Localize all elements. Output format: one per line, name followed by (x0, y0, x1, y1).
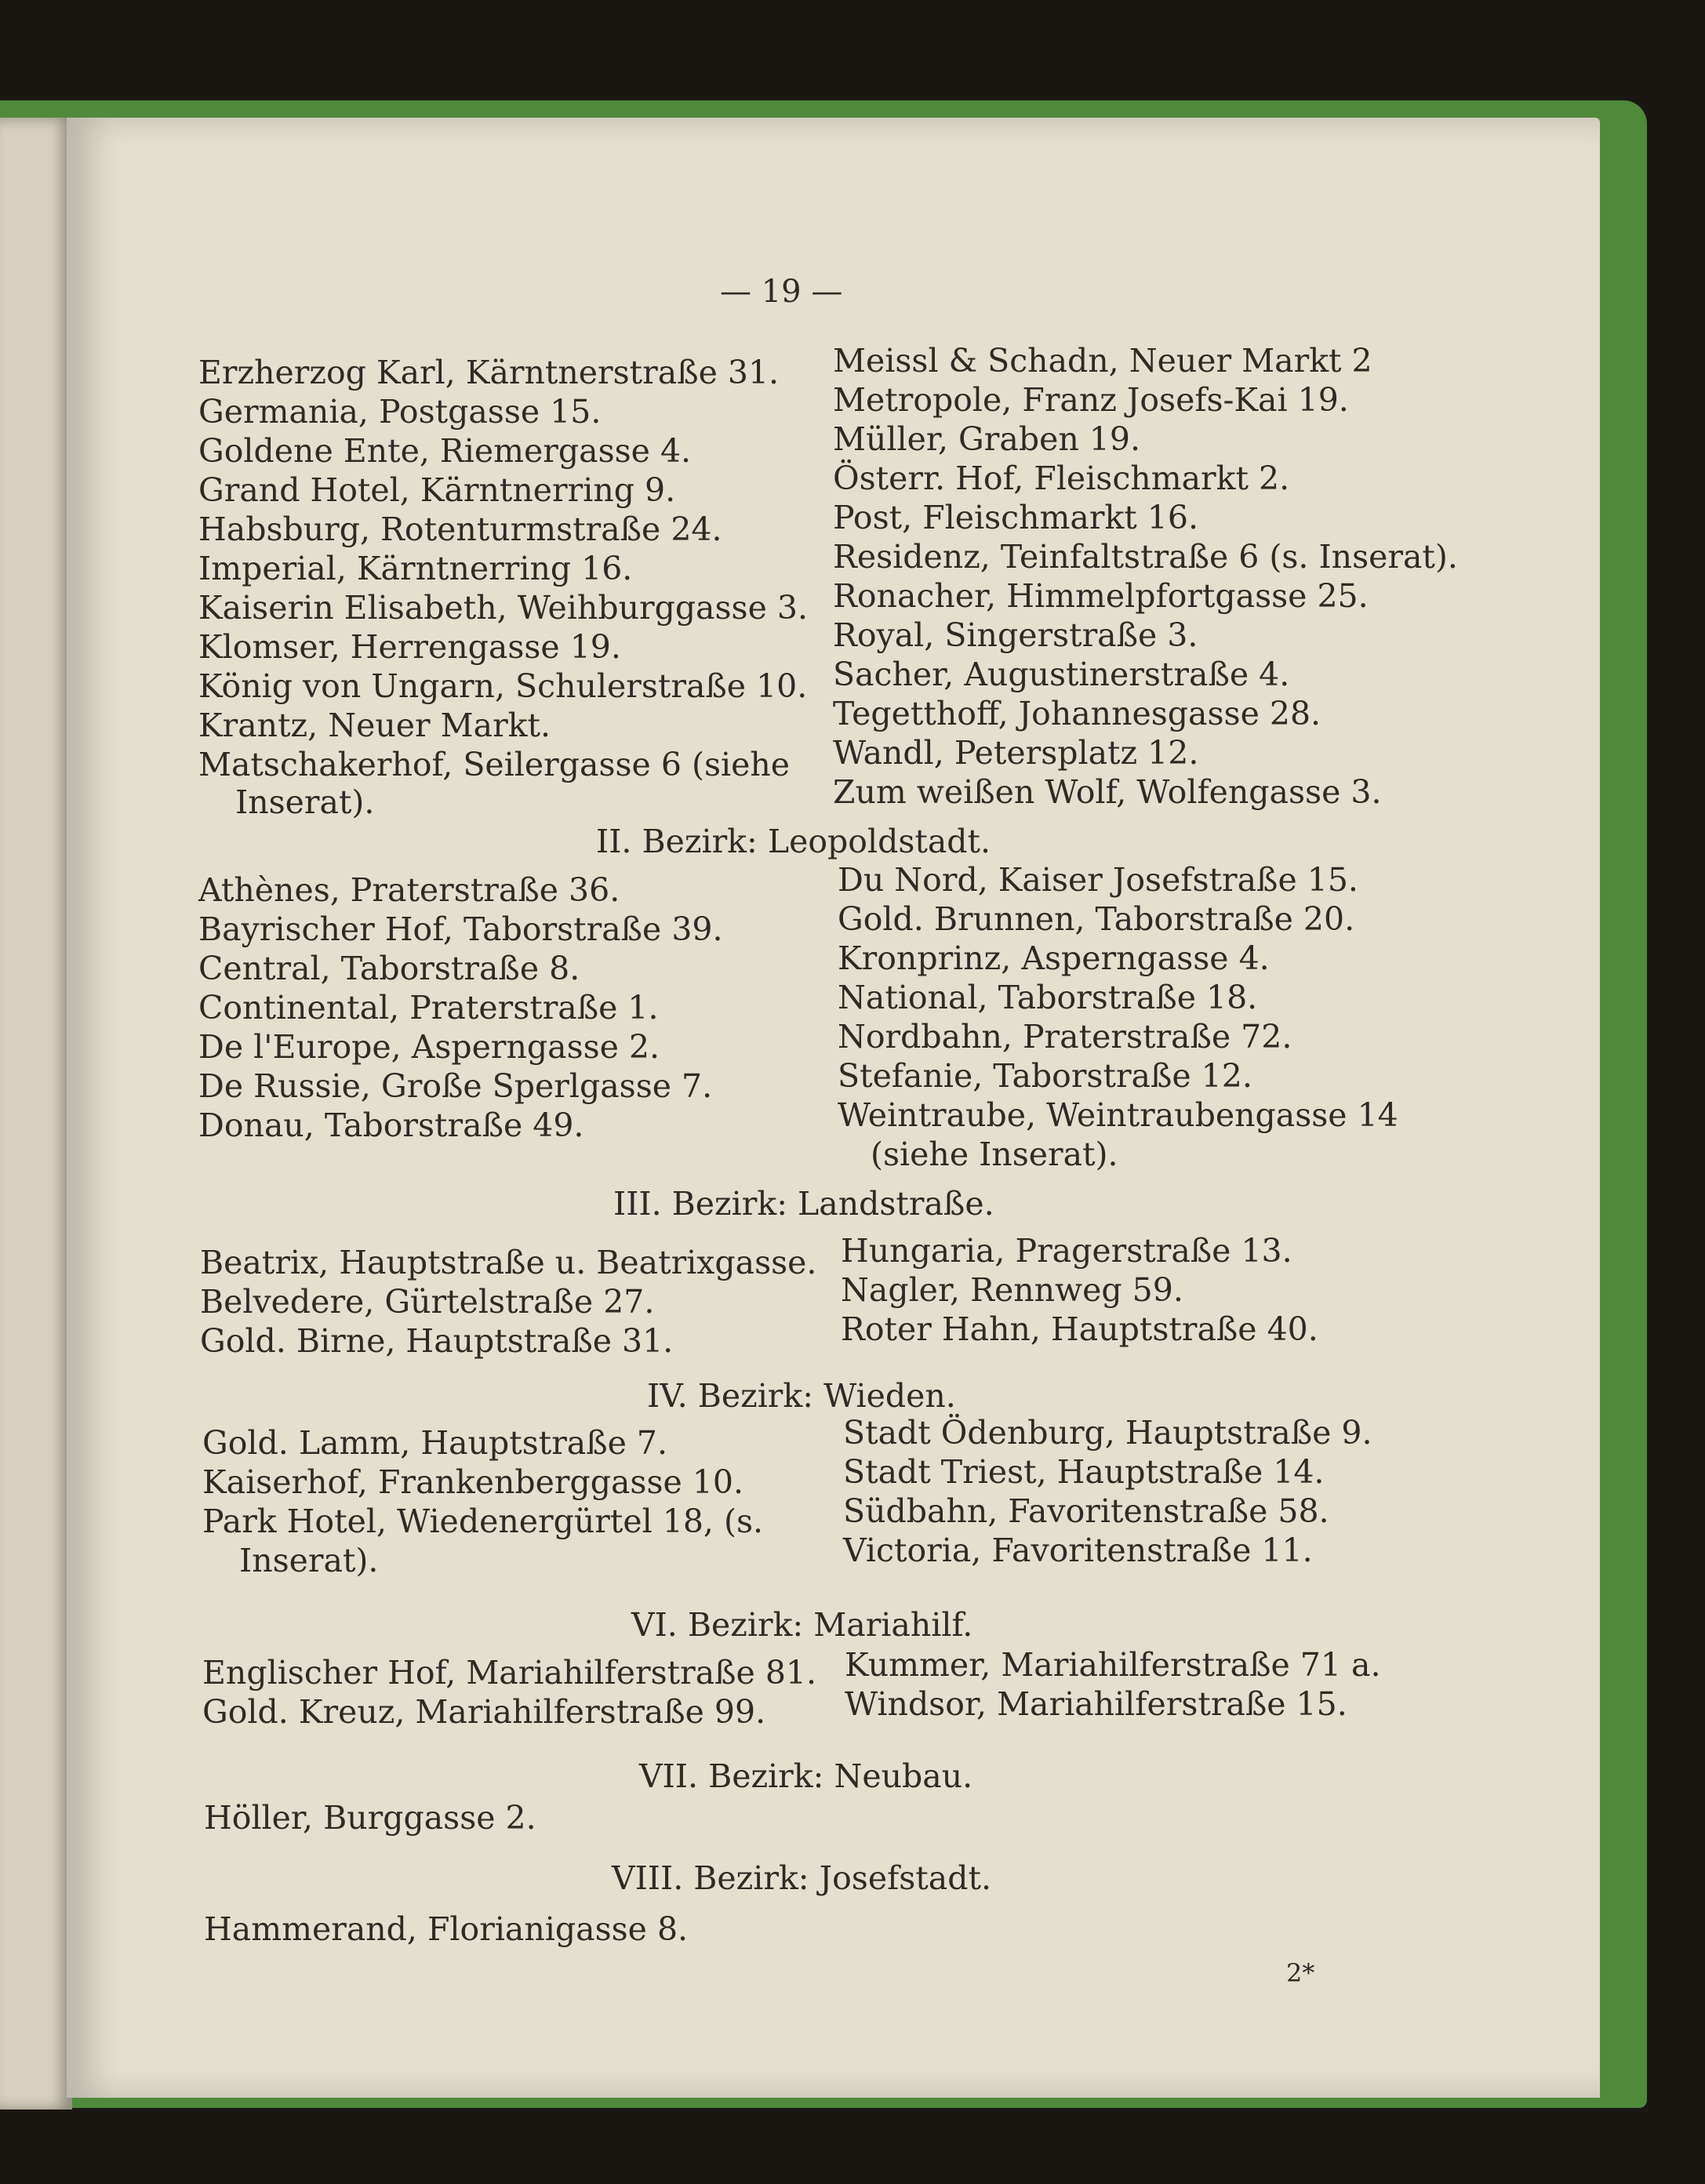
hotel-entry: Kaiserin Elisabeth, Weihburggasse 3. (198, 589, 808, 627)
hotel-entry: Metropole, Franz Josefs-Kai 19. (833, 381, 1349, 419)
hotel-entry: Weintraube, Weintraubengasse 14 (838, 1096, 1398, 1134)
hotel-entry: Erzherzog Karl, Kärntnerstraße 31. (198, 354, 780, 391)
district-heading: VII. Bezirk: Neubau. (639, 1757, 973, 1795)
hotel-entry: Du Nord, Kaiser Josefstraße 15. (838, 861, 1358, 899)
hotel-entry: Gold. Kreuz, Mariahilferstraße 99. (202, 1693, 766, 1731)
hotel-entry: Park Hotel, Wiedenergürtel 18, (s. (202, 1503, 764, 1540)
hotel-entry: Belvedere, Gürtelstraße 27. (200, 1283, 655, 1321)
hotel-entry: Nordbahn, Praterstraße 72. (838, 1018, 1292, 1056)
hotel-entry: Beatrix, Hauptstraße u. Beatrixgasse. (200, 1244, 817, 1281)
hotel-entry: Kummer, Mariahilferstraße 71 a. (845, 1646, 1381, 1684)
hotel-entry-continuation: Inserat). (235, 783, 375, 821)
hotel-entry: Kaiserhof, Frankenberggasse 10. (202, 1463, 743, 1501)
hotel-entry: Südbahn, Favoritenstraße 58. (843, 1492, 1329, 1530)
hotel-entry: Zum weißen Wolf, Wolfengasse 3. (833, 773, 1382, 811)
hotel-entry: König von Ungarn, Schulerstraße 10. (198, 667, 808, 705)
district-heading: VI. Bezirk: Mariahilf. (631, 1606, 973, 1644)
hotel-entry: Bayrischer Hof, Taborstraße 39. (198, 910, 723, 948)
district-heading: IV. Bezirk: Wieden. (647, 1377, 956, 1415)
hotel-entry: Hammerand, Florianigasse 8. (204, 1910, 689, 1948)
district-heading: III. Bezirk: Landstraße. (613, 1185, 994, 1223)
hotel-entry: Habsburg, Rotenturmstraße 24. (198, 511, 722, 548)
signature-mark: 2* (1286, 1958, 1315, 1988)
hotel-entry: Gold. Birne, Hauptstraße 31. (200, 1322, 674, 1360)
hotel-entry: Central, Taborstraße 8. (198, 950, 580, 987)
district-heading: VIII. Bezirk: Josefstadt. (612, 1859, 991, 1897)
hotel-entry: Ronacher, Himmelpfortgasse 25. (833, 577, 1369, 615)
hotel-entry: Post, Fleischmarkt 16. (833, 499, 1199, 536)
hotel-entry: Roter Hahn, Hauptstraße 40. (841, 1310, 1318, 1348)
hotel-entry: Gold. Lamm, Hauptstraße 7. (202, 1424, 668, 1462)
hotel-entry: Klomser, Herrengasse 19. (198, 628, 621, 666)
hotel-entry: Matschakerhof, Seilergasse 6 (siehe (198, 746, 791, 783)
hotel-entry: Meissl & Schadn, Neuer Markt 2 (833, 342, 1372, 380)
hotel-entry: Windsor, Mariahilferstraße 15. (845, 1685, 1347, 1723)
hotel-entry: Österr. Hof, Fleischmarkt 2. (833, 460, 1290, 497)
hotel-entry: Sacher, Augustinerstraße 4. (833, 656, 1290, 693)
hotel-entry: Englischer Hof, Mariahilferstraße 81. (202, 1654, 817, 1692)
hotel-entry: Stadt Ödenburg, Hauptstraße 9. (843, 1414, 1372, 1452)
hotel-entry: Continental, Praterstraße 1. (198, 989, 659, 1027)
hotel-entry: Gold. Brunnen, Taborstraße 20. (838, 900, 1355, 938)
hotel-entry: Tegetthoff, Johannesgasse 28. (833, 695, 1321, 732)
hotel-entry: Imperial, Kärntnerring 16. (198, 550, 633, 587)
hotel-entry: Nagler, Rennweg 59. (841, 1271, 1183, 1309)
hotel-entry: De Russie, Große Sperlgasse 7. (198, 1067, 713, 1105)
hotel-entry: Höller, Burggasse 2. (204, 1799, 536, 1837)
hotel-entry: Athènes, Praterstraße 36. (198, 871, 620, 909)
hotel-entry: Residenz, Teinfaltstraße 6 (s. Inserat). (833, 538, 1458, 576)
hotel-entry: Donau, Taborstraße 49. (198, 1107, 584, 1144)
district-heading: II. Bezirk: Leopoldstadt. (596, 823, 991, 860)
hotel-entry: Germania, Postgasse 15. (198, 393, 602, 431)
hotel-entry-continuation: (siehe Inserat). (871, 1136, 1118, 1173)
hotel-entry: National, Taborstraße 18. (838, 979, 1258, 1016)
hotel-entry: Wandl, Petersplatz 12. (833, 734, 1199, 772)
hotel-entry: Hungaria, Pragerstraße 13. (841, 1232, 1292, 1270)
left-page-edge (0, 118, 72, 2110)
hotel-entry: Grand Hotel, Kärntnerring 9. (198, 471, 676, 509)
page-number: — 19 — (720, 274, 843, 310)
hotel-entry: Victoria, Favoritenstraße 11. (843, 1532, 1313, 1569)
hotel-entry: Royal, Singerstraße 3. (833, 616, 1198, 654)
hotel-entry-continuation: Inserat). (239, 1542, 379, 1579)
hotel-entry: Stefanie, Taborstraße 12. (838, 1057, 1252, 1095)
hotel-entry: Goldene Ente, Riemergasse 4. (198, 432, 692, 470)
hotel-entry: De l'Europe, Asperngasse 2. (198, 1028, 660, 1066)
hotel-entry: Kronprinz, Asperngasse 4. (838, 939, 1270, 977)
hotel-entry: Müller, Graben 19. (833, 420, 1140, 458)
hotel-entry: Stadt Triest, Hauptstraße 14. (843, 1453, 1325, 1491)
hotel-entry: Krantz, Neuer Markt. (198, 707, 551, 744)
